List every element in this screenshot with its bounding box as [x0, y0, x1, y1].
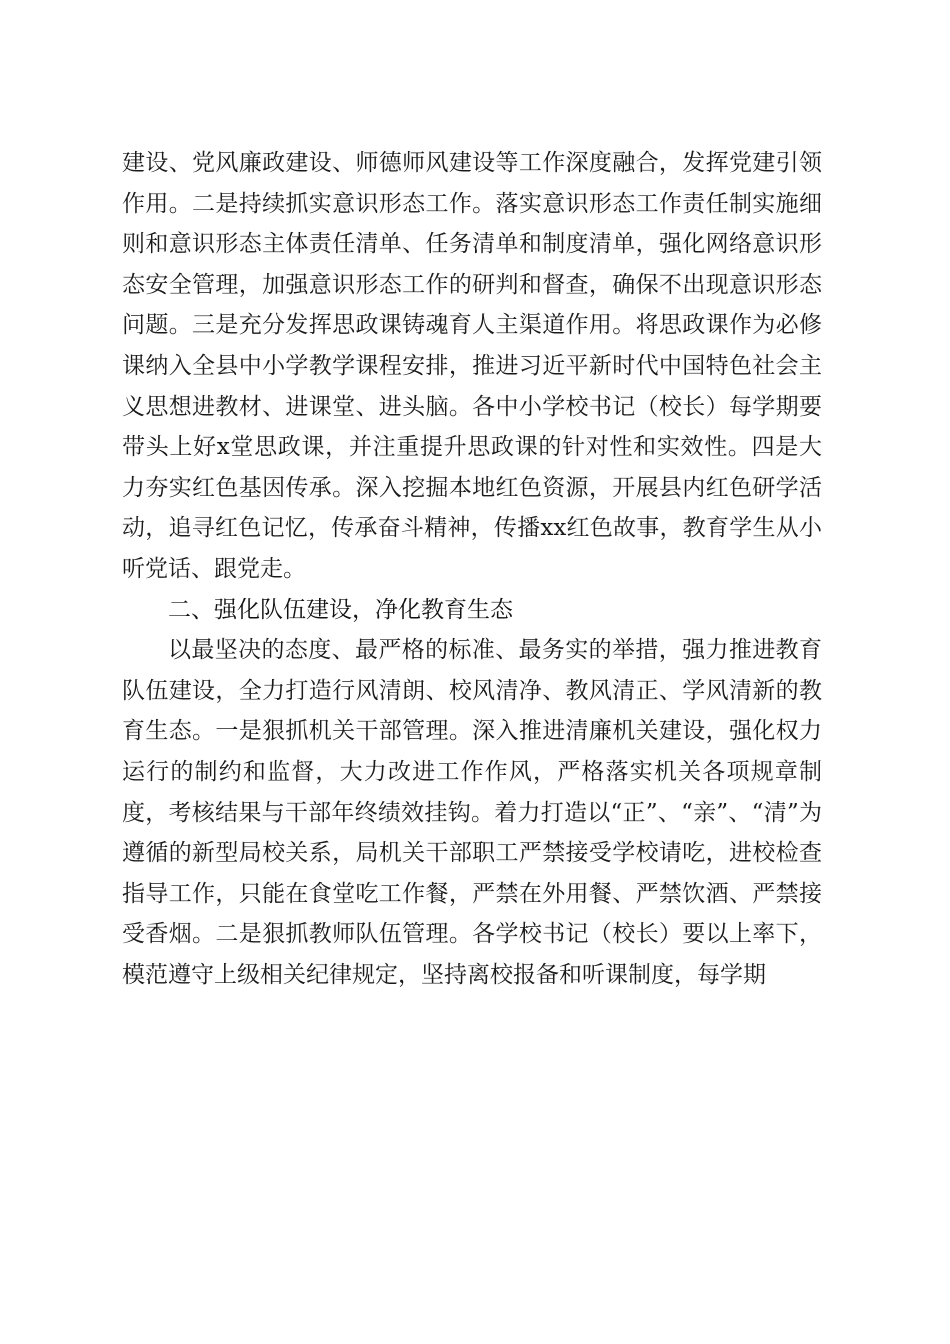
paragraph-continued: 建设、党风廉政建设、师德师风建设等工作深度融合，发挥党建引领作用。二是持续抓实意识形态工作。落实意识形态工作责任制实施细则和意识形态主体责任清单、任务清单和制度清单，强化网络意识形态安全管理，加强意识形态工作的研判和督查，确保不出现意识形态问题。三是充分发挥思政课铸魂育人主渠道作用。将思政课作为必修课纳入全县中小学教学课程安排，推进习近平新时代中国特色社会主义思想进教材、进课堂、进头脑。各中小学校书记（校长）每学期要带头上好x堂思政课，并注重提升思政课的针对性和实效性。四是大力夯实红色基因传承。深入挖掘本地红色资源，开展县内红色研学活动，追寻红色记忆，传承奋斗精神，传播xx红色故事，教育学生从小听党话、跟党走。: [122, 150, 822, 582]
section-body-paragraph: 以最坚决的态度、最严格的标准、最务实的举措，强力推进教育队伍建设，全力打造行风清朗、校风清净、教风清正、学风清新的教育生态。一是狠抓机关干部管理。深入推进清廉机关建设，强化权力运行的制约和监督，大力改进工作作风，严格落实机关各项规章制度，考核结果与干部年终绩效挂钩。着力打造以“正”、“亲”、“清”为遵循的新型局校关系，局机关干部职工严禁接受学校请吃，进校检查指导工作，只能在食堂吃工作餐，严禁在外用餐、严禁饮酒、严禁接受香烟。二是狠抓教师队伍管理。各学校书记（校长）要以上率下，模范遵守上级相关纪律规定，坚持离校报备和听课制度，每学期: [122, 637, 822, 988]
document-body: [122, 143, 822, 995]
section-heading: 二、强化队伍建设，净化教育生态: [168, 596, 513, 623]
